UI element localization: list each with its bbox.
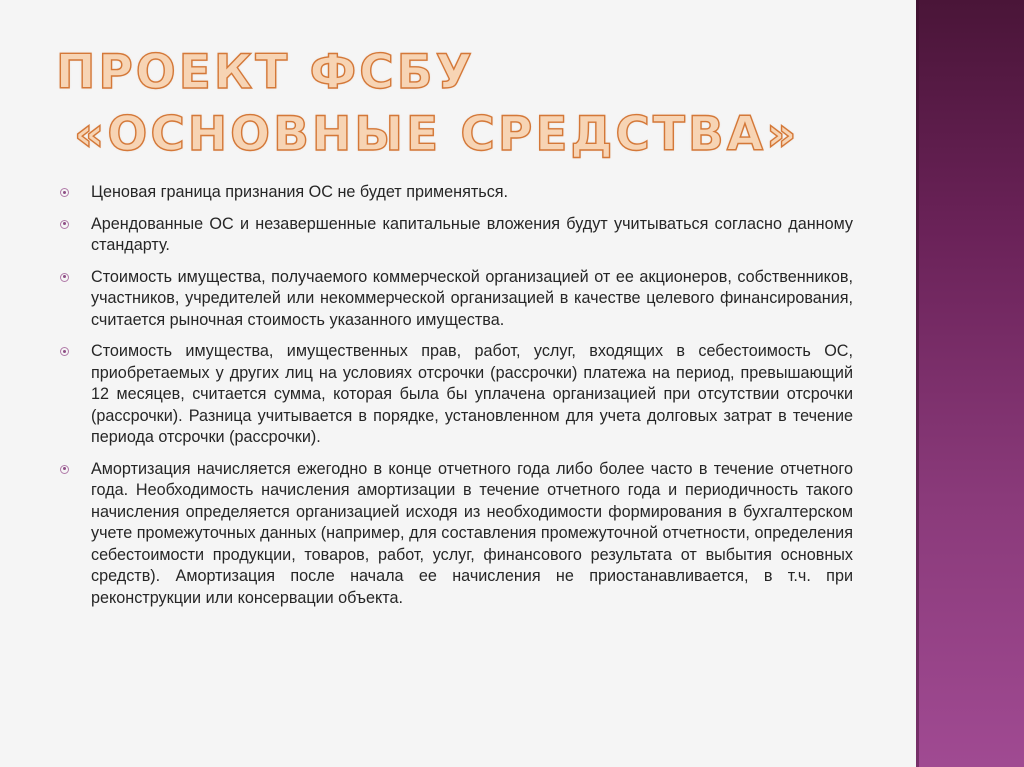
bullet-item	[60, 267, 853, 332]
bullet-text: Стоимость имущества, получаемого коммерческой организацией от ее акционеров, собственников, участников, учредителей или некоммерческой организацией в качестве целевого финансирования, считается рыночная стоимость указанного имущества.	[91, 267, 853, 329]
bullet-circle-icon	[60, 273, 69, 282]
title-line-2: «ОСНОВНЫЕ СРЕДСТВА»	[74, 107, 800, 162]
bullet-circle-icon	[60, 347, 69, 356]
bullet-text: Арендованные ОС и незавершенные капитальные вложения будут учитываться согласно данному стандарту.	[91, 214, 853, 254]
bullet-text: Амортизация начисляется ежегодно в конце отчетного года либо более часто в течение отчетного года. Необходимость начисления амортизации в течение отчетного года и периодичность такого начисления определяется организацией исходя из необходимости формирования в бухгалтерском учете промежуточных данных (например, для составления промежуточной отчетности, определения себестоимости продукции, товаров, работ, услуг, финансового результата от выбытия основных средств). Амортизация после начала ее начисления не приостанавливается, в т.ч. при реконструкции или консервации объекта.	[91, 459, 853, 607]
bullet-text: Ценовая граница признания ОС не будет применяться.	[91, 183, 509, 201]
bullet-list	[60, 182, 853, 619]
decorative-side-stripe	[916, 0, 1024, 767]
bullet-item	[60, 214, 853, 257]
slide-title	[56, 42, 896, 166]
bullet-text: Стоимость имущества, имущественных прав, работ, услуг, входящих в себестоимость ОС, приобретаемых у других лиц на условиях отсрочки (рассрочки) платежа на период, превышающий 12 месяцев, считается сумма, которая была бы уплачена организацией при отсутствии отсрочки (рассрочки). Разница учитывается в порядке, установленном для учета долговых затрат в течение периода отсрочки (рассрочки).	[91, 342, 853, 446]
bullet-circle-icon	[60, 188, 69, 197]
bullet-item	[60, 341, 853, 449]
bullet-circle-icon	[60, 465, 69, 474]
title-line-1: ПРОЕКТ ФСБУ	[56, 45, 475, 100]
bullet-item	[60, 459, 853, 610]
bullet-item	[60, 182, 853, 204]
bullet-circle-icon	[60, 220, 69, 229]
